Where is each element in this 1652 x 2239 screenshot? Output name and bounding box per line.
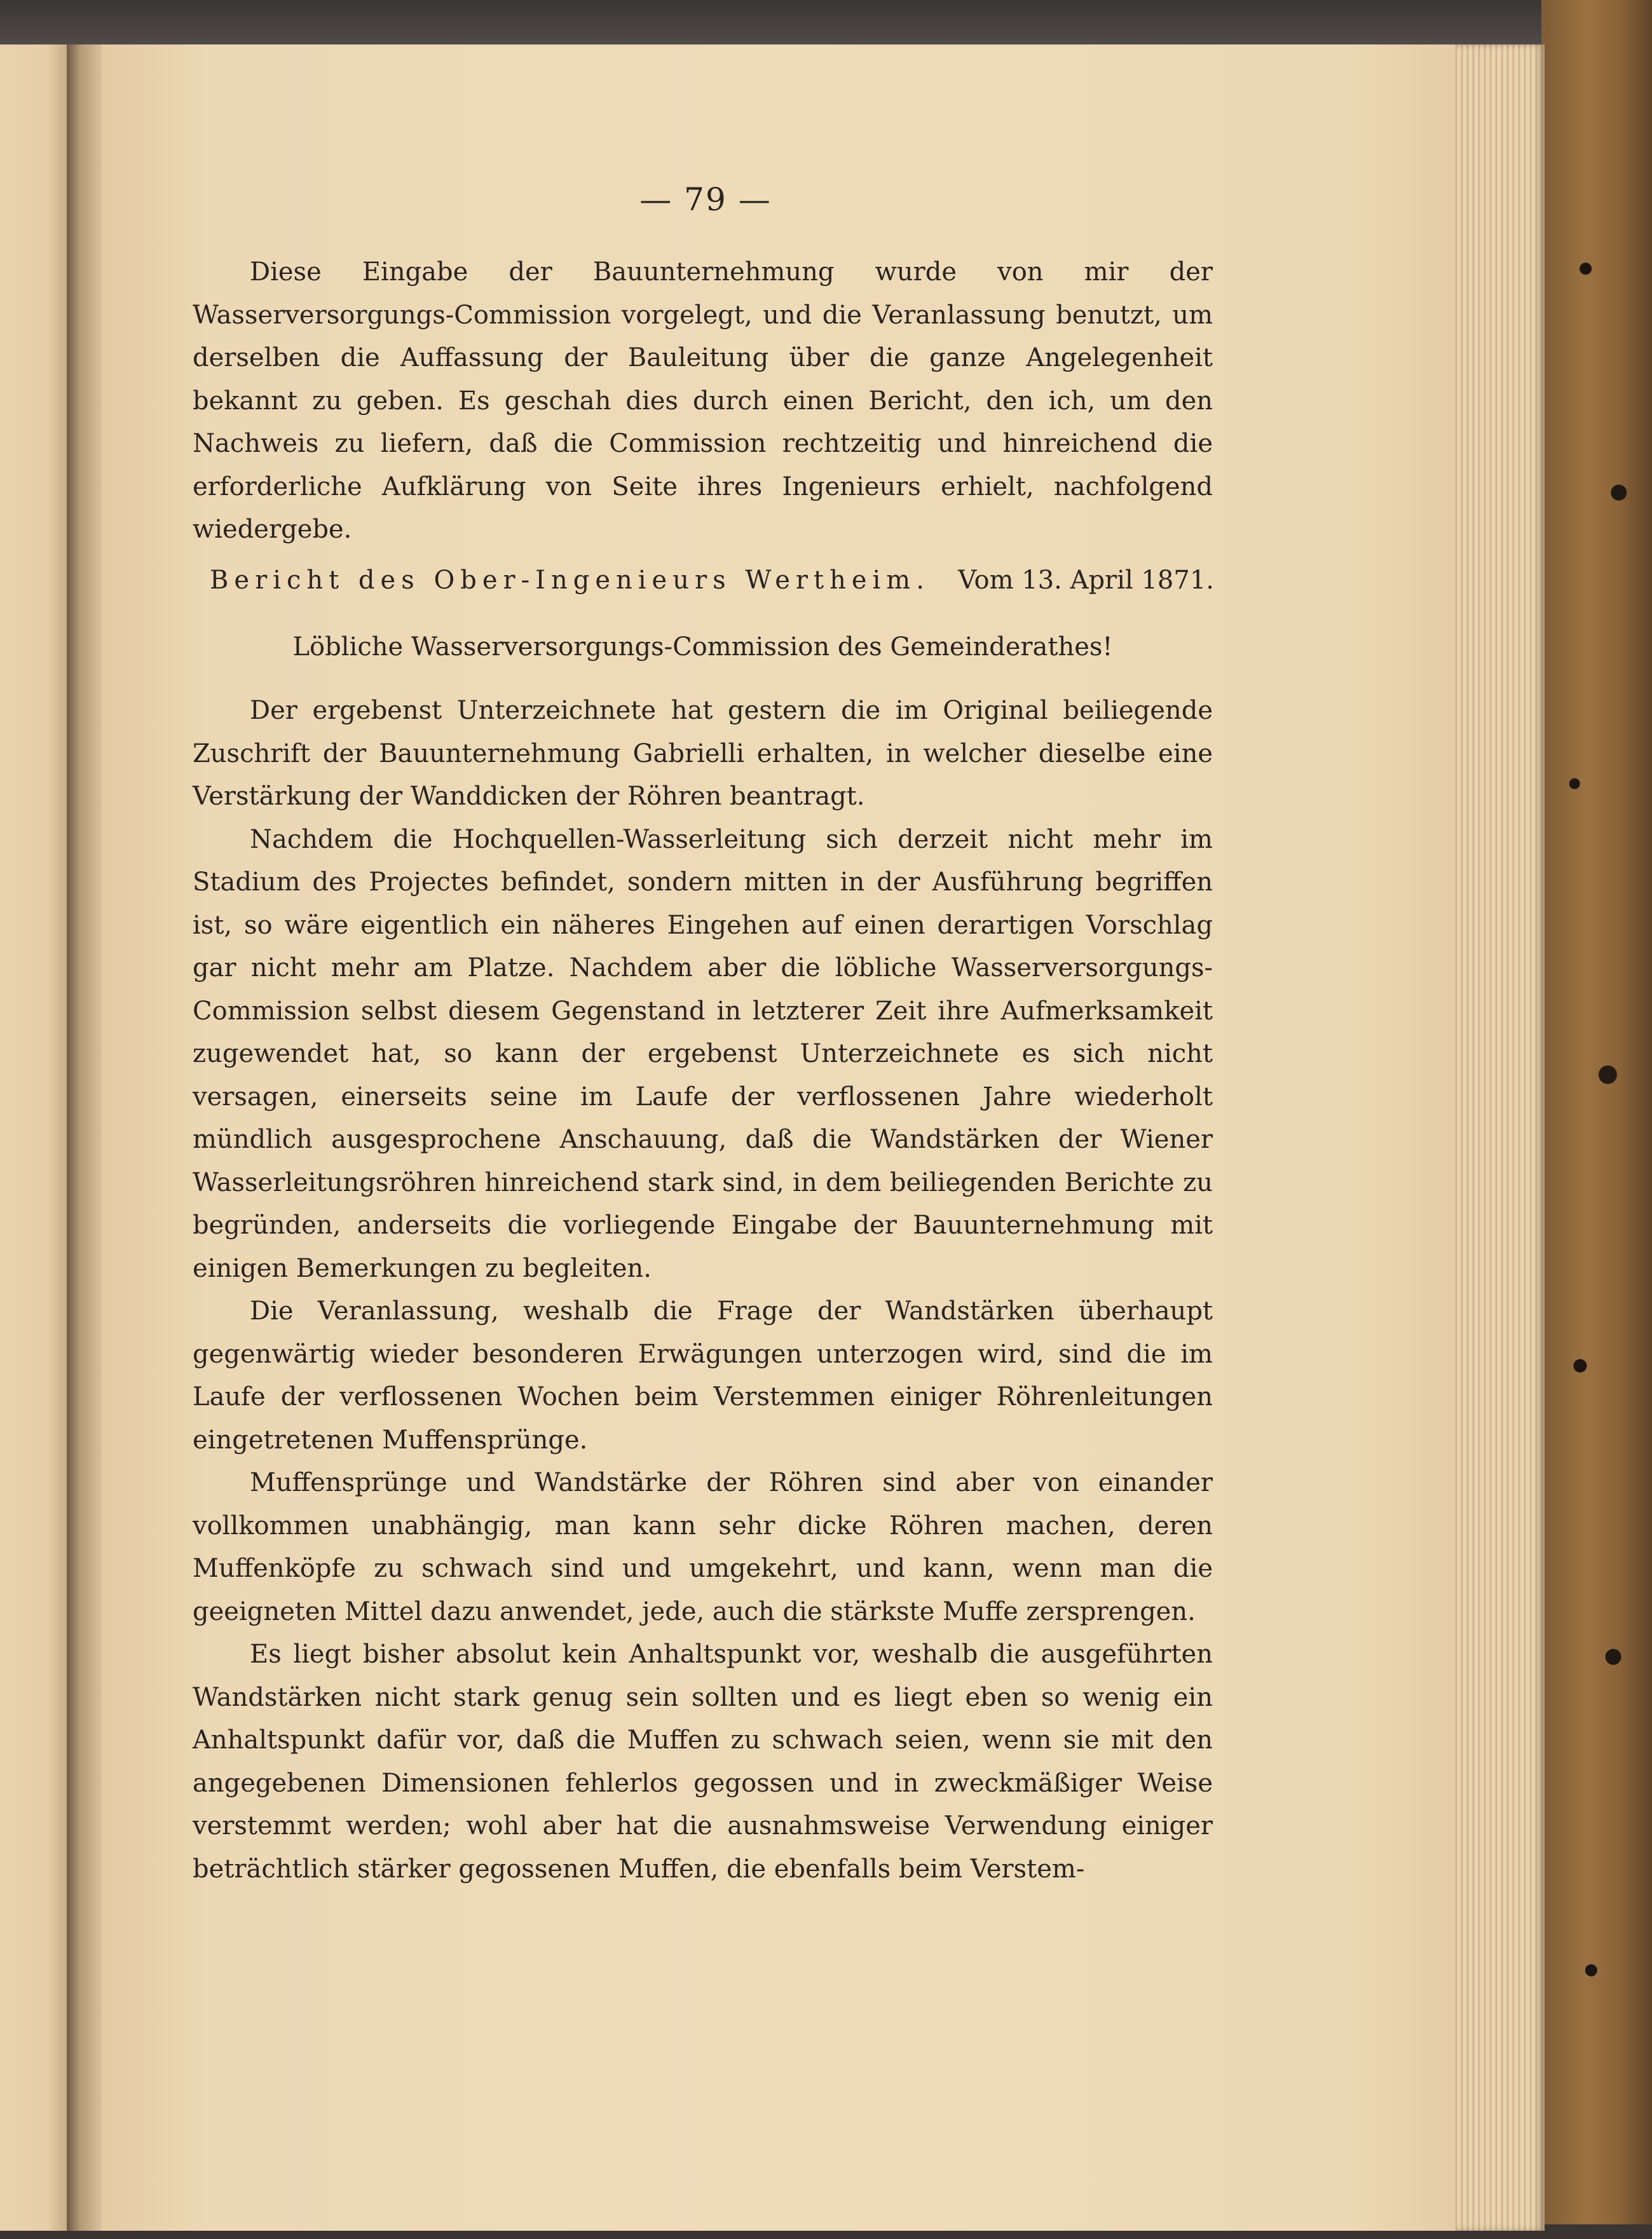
book-cover-right <box>1541 0 1652 2239</box>
paragraph: Der ergebenst Unterzeichnete hat gestern die im Original beiliegende Zuschrift der Bauunternehmung Gabrielli erhalten, in welcher dieselbe eine Verstärkung der Wanddicken der Röhren beantragt. <box>193 696 1213 811</box>
paragraph: Die Veranlassung, weshalb die Frage der Wandstärken überhaupt gegenwärtig wieder besonderen Erwägungen unterzogen wird, sind die im Laufe der verflossenen Wochen beim Verstemmen einiger Röhrenleitungen eingetretenen Muffensprünge. <box>193 1296 1213 1455</box>
paragraph: Muffensprünge und Wandstärke der Röhren sind aber von einander vollkommen unabhängig, man kann sehr dicke Röhren machen, deren Muffenköpfe zu schwach sind und umgekehrt, und kann, wenn man die geeigneten Mittel dazu anwendet, jede, auch die stärkste Muffe zersprengen. <box>193 1468 1213 1626</box>
page-number: — 79 — <box>639 181 772 218</box>
book-gutter <box>67 44 105 2231</box>
page-block-edges <box>1446 44 1545 2231</box>
report-date: Vom 13. April 1871. <box>958 566 1214 595</box>
paragraph: Es liegt bisher absolut kein Anhaltspunkt vor, weshalb die ausgeführten Wandstärken nicht stark genug sein sollten und es liegt eben so wenig ein Anhaltspunkt dafür vor, daß die Muffen zu schwach seien, wenn sie mit den angegebenen Dimensionen fehlerlos gegossen und in zweckmäßiger Weise verstemmt werden; wohl aber hat die ausnahmsweise Verwendung einiger beträchtlich stärker gegossenen Muffen, die ebenfalls beim Verstem- <box>193 1640 1213 1884</box>
intro-paragraph: Diese Eingabe der Bauunternehmung wurde von mir der Wasserversorgungs-Commission vorgelegt, und die Veranlassung benutzt, um derselben die Auffassung der Bauleitung über die ganze Angelegenheit bekannt zu geben. Es geschah dies durch einen Bericht, den ich, um den Nachweis zu liefern, daß die Commission rechtzeitig und hinreichend die erforderliche Aufklärung von Seite ihres Ingenieurs erhielt, nachfolgend wiedergebe. <box>193 257 1213 544</box>
report-title: Bericht des Ober-Ingenieurs Wertheim. <box>210 566 930 595</box>
report-heading <box>210 566 1214 595</box>
paragraph: Nachdem die Hochquellen-Wasserleitung sich derzeit nicht mehr im Stadium des Projectes befindet, sondern mitten in der Ausführung begriffen ist, so wäre eigentlich ein näheres Eingehen auf einen derartigen Vorschlag gar nicht mehr am Platze. Nachdem aber die löbliche Wasserversorgungs-Commission selbst diesem Gegenstand in letzterer Zeit ihre Aufmerksamkeit zugewendet hat, so kann der ergebenst Unterzeichnete es sich nicht versagen, einerseits seine im Laufe der verflossenen Jahre wiederholt mündlich ausgesprochene Anschauung, daß die Wandstärken der Wiener Wasserleitungsröhren hinreichend stark sind, in dem beiliegenden Berichte zu begründen, anderseits die vorliegende Eingabe der Bauunternehmung mit einigen Bemerkungen zu begleiten. <box>193 824 1213 1283</box>
intro-text-block <box>193 251 1213 552</box>
facing-page-edge <box>0 44 67 2231</box>
salutation: Löbliche Wasserversorgungs-Commission des Gemeinderathes! <box>292 632 1113 662</box>
report-body <box>193 690 1213 1891</box>
